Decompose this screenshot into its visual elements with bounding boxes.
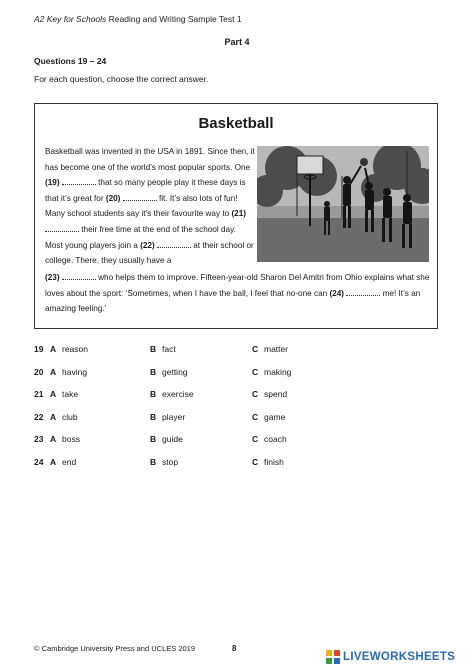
part-title: Part 4 xyxy=(224,37,250,47)
answer-row-19 xyxy=(34,344,438,367)
option-letter-c: C xyxy=(252,389,259,399)
passage-sentence-1: Basketball was invented in the USA in 1891. Since then, it has become one of the world’s most popular sports. One xyxy=(45,147,255,172)
liveworksheets-logo-text: LIVEWORKSHEETS xyxy=(343,651,456,663)
gap-label-21: (21) xyxy=(231,209,246,219)
answer-row-23 xyxy=(34,434,438,457)
option-letter-c: C xyxy=(252,344,259,354)
option-a[interactable]: boss xyxy=(62,434,80,444)
option-a[interactable]: club xyxy=(62,411,78,422)
basketball-photo-illustration xyxy=(257,146,429,262)
option-c[interactable]: matter xyxy=(264,344,289,354)
question-number: 21 xyxy=(34,389,44,399)
questions-range: Questions 19 – 24 xyxy=(34,56,107,66)
option-letter-c: C xyxy=(252,434,259,444)
test-header-italic: A2 Key for Schools xyxy=(34,14,107,24)
option-c[interactable]: coach xyxy=(264,434,287,444)
passage-sentence-3: fit. It’s also lots of fun! Many school students say it’s their favourite way to xyxy=(45,193,238,219)
passage-text-bottom xyxy=(45,270,431,317)
gap-21[interactable] xyxy=(45,226,79,232)
option-letter-b: B xyxy=(150,411,157,422)
gap-label-22: (22) xyxy=(140,240,155,250)
passage-title: Basketball xyxy=(198,115,274,132)
answer-options xyxy=(34,344,438,479)
option-c[interactable]: game xyxy=(264,411,286,422)
option-a[interactable]: take xyxy=(62,389,79,399)
test-header-rest: Reading and Writing Sample Test 1 xyxy=(106,14,242,24)
option-a[interactable]: end xyxy=(62,456,77,467)
reading-passage-box xyxy=(34,103,438,329)
option-letter-a: A xyxy=(50,366,57,377)
gap-19[interactable] xyxy=(62,179,96,185)
option-b[interactable]: exercise xyxy=(162,389,194,399)
answer-row-24 xyxy=(34,457,438,480)
option-c[interactable]: finish xyxy=(264,456,284,467)
option-b[interactable]: player xyxy=(162,411,186,422)
answer-row-20 xyxy=(34,367,438,390)
passage-sentence-5: at their school or college. There, they usually have a xyxy=(45,240,254,266)
passage-sentence-2: that so many people play it these days is that it’s great for xyxy=(45,178,246,203)
option-letter-a: A xyxy=(50,344,57,354)
question-number: 19 xyxy=(34,344,44,354)
option-c[interactable]: spend xyxy=(264,389,288,399)
option-letter-c: C xyxy=(252,411,259,422)
gap-20[interactable] xyxy=(123,195,157,201)
passage-sentence-7: me! It’s an amazing feeling.’ xyxy=(45,288,421,314)
question-number: 22 xyxy=(34,411,44,422)
liveworksheets-logo[interactable] xyxy=(326,650,455,664)
option-letter-b: B xyxy=(150,389,157,399)
option-letter-b: B xyxy=(150,456,157,467)
copyright-notice: © Cambridge University Press and UCLES 2019 xyxy=(34,644,196,653)
option-a[interactable]: reason xyxy=(62,344,88,354)
option-letter-b: B xyxy=(150,366,157,377)
gap-label-20: (20) xyxy=(105,193,121,203)
page-number: 8 xyxy=(232,644,237,653)
gap-22[interactable] xyxy=(157,242,191,248)
option-letter-b: B xyxy=(150,434,157,444)
option-b[interactable]: guide xyxy=(162,434,183,444)
option-letter-c: C xyxy=(252,456,259,467)
instructions: For each question, choose the correct answer. xyxy=(34,74,209,84)
question-number: 24 xyxy=(34,456,44,467)
option-c[interactable]: making xyxy=(264,366,292,377)
passage-sentence-4: their free time at the end of the school day. Most young players join a xyxy=(45,224,236,250)
passage-text-top xyxy=(45,144,255,269)
question-number: 20 xyxy=(34,366,44,377)
gap-24[interactable] xyxy=(346,290,380,296)
gap-label-23: (23) xyxy=(45,273,60,282)
option-b[interactable]: getting xyxy=(162,366,188,377)
gap-label-24: (24) xyxy=(329,288,345,298)
test-header xyxy=(34,14,242,24)
basketball-photo xyxy=(257,146,429,262)
liveworksheets-logo-icon xyxy=(326,650,340,664)
option-letter-a: A xyxy=(50,456,57,467)
answer-row-22 xyxy=(34,412,438,435)
option-letter-a: A xyxy=(50,411,57,422)
option-letter-a: A xyxy=(50,434,57,444)
option-letter-b: B xyxy=(150,344,157,354)
question-number: 23 xyxy=(34,434,44,444)
option-a[interactable]: having xyxy=(62,366,88,377)
gap-23[interactable] xyxy=(62,274,96,280)
option-b[interactable]: stop xyxy=(162,456,179,467)
passage-sentence-6: who helps them to improve. Fifteen-year-old Sharon Del Amitri from Ohio explains what she loves about the sport: ‘Sometimes, when I have the ball, I feel that no-one can xyxy=(45,273,430,298)
option-letter-c: C xyxy=(252,366,259,377)
answer-row-21 xyxy=(34,389,438,412)
option-letter-a: A xyxy=(50,389,57,399)
gap-label-19: (19) xyxy=(45,178,60,188)
option-b[interactable]: fact xyxy=(162,344,176,354)
